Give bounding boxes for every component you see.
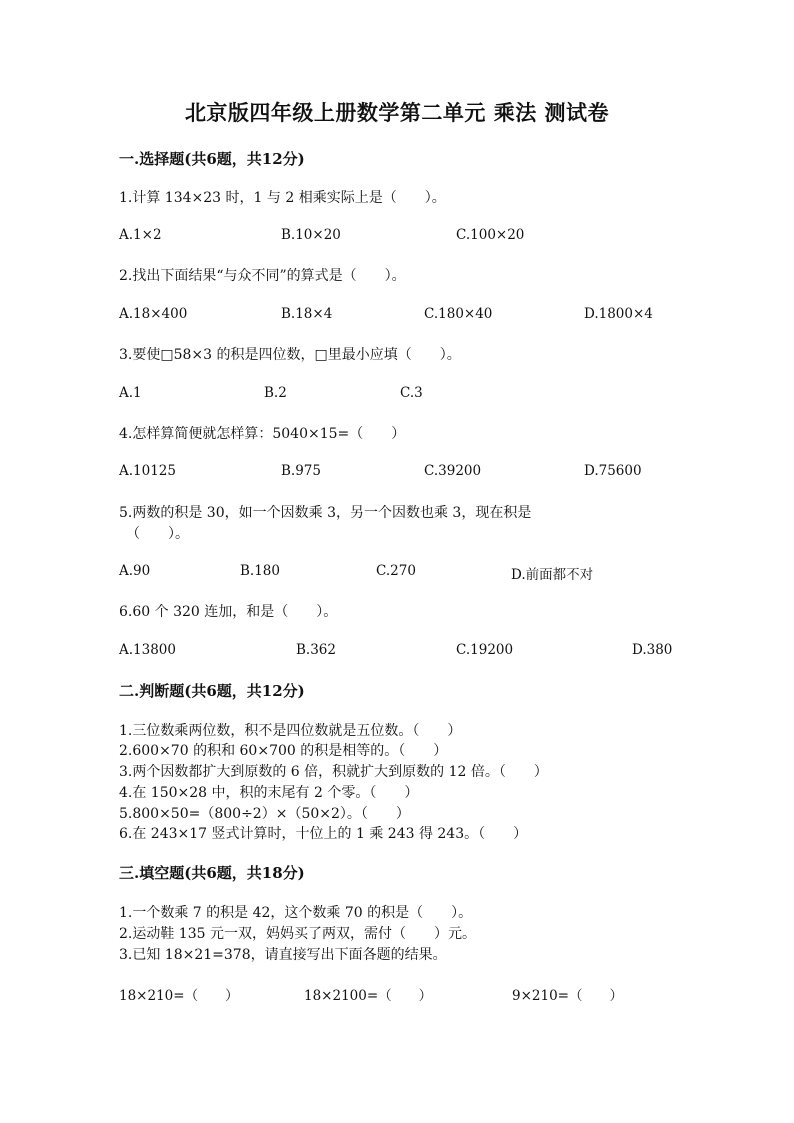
fill-item-2: 2.运动鞋 135 元一双，妈妈买了两双，需付（ ）元。 (119, 926, 476, 942)
page-title: 北京版四年级上册数学第二单元 乘法 测试卷 (184, 100, 610, 125)
judgment-item-6: 6.在 243×17 竖式计算时，十位上的 1 乘 243 得 243。（ ） (119, 826, 528, 842)
option-c: C.3 (400, 385, 423, 401)
choice-question-3: 3.要使□58×3 的积是四位数，□里最小应填（ ）。 (119, 347, 461, 363)
option-a: A.13800 (119, 642, 176, 658)
section-heading-choice: 一.选择题(共6题，共12分) (119, 150, 305, 168)
option-b: B.2 (264, 385, 287, 401)
option-b: B.975 (281, 463, 321, 479)
judgment-item-5: 5.800×50=（800÷2）×（50×2）。（ ） (119, 806, 410, 822)
option-b: B.10×20 (281, 227, 341, 243)
section-heading-fill-in: 三.填空题(共6题，共18分) (119, 864, 305, 882)
fill-subitem-2: 18×2100=（ ） (304, 988, 433, 1004)
option-a: A.1×2 (119, 227, 162, 243)
choice-question-4: 4.怎样算简便就怎样算：5040×15=（ ） (119, 426, 406, 442)
option-b: B.180 (240, 563, 280, 579)
option-c: C.180×40 (424, 306, 493, 322)
judgment-item-4: 4.在 150×28 中，积的末尾有 2 个零。（ ） (119, 785, 419, 801)
judgment-item-1: 1.三位数乘两位数，积不是四位数就是五位数。（ ） (119, 723, 462, 739)
choice-question-1: 1.计算 134×23 时，1 与 2 相乘实际上是（ ）。 (119, 190, 446, 206)
fill-subitem-1: 18×210=（ ） (119, 988, 239, 1004)
option-c: C.270 (376, 563, 416, 579)
option-c: C.39200 (424, 463, 482, 479)
choice-question-5: 5.两数的积是 30，如一个因数乘 3，另一个因数也乘 3，现在积是 (119, 505, 532, 521)
fill-subitem-3: 9×210=（ ） (512, 988, 623, 1004)
option-c: C.19200 (456, 642, 514, 658)
option-d: D.380 (632, 642, 673, 658)
choice-question-6: 6.60 个 320 连加，和是（ ）。 (119, 604, 338, 620)
option-b: B.362 (296, 642, 336, 658)
option-c: C.100×20 (456, 227, 525, 243)
option-d: D.前面都不对 (511, 567, 594, 583)
judgment-item-3: 3.两个因数都扩大到原数的 6 倍，积就扩大到原数的 12 倍。（ ） (119, 764, 548, 780)
fill-item-1: 1.一个数乘 7 的积是 42，这个数乘 70 的积是（ ）。 (119, 905, 473, 921)
choice-question-2: 2.找出下面结果“与众不同”的算式是（ ）。 (119, 268, 406, 284)
option-a: A.10125 (119, 463, 176, 479)
option-a: A.1 (119, 385, 142, 401)
option-d: D.1800×4 (584, 306, 653, 322)
fill-item-3: 3.已知 18×21=378，请直接写出下面各题的结果。 (119, 947, 447, 963)
option-a: A.90 (119, 563, 151, 579)
judgment-item-2: 2.600×70 的积和 60×700 的积是相等的。（ ） (119, 743, 448, 759)
section-heading-judgment: 二.判断题(共6题，共12分) (119, 682, 305, 700)
choice-question-5-continuation: （ ）。 (126, 526, 189, 542)
option-a: A.18×400 (119, 306, 188, 322)
option-d: D.75600 (584, 463, 642, 479)
option-b: B.18×4 (281, 306, 333, 322)
